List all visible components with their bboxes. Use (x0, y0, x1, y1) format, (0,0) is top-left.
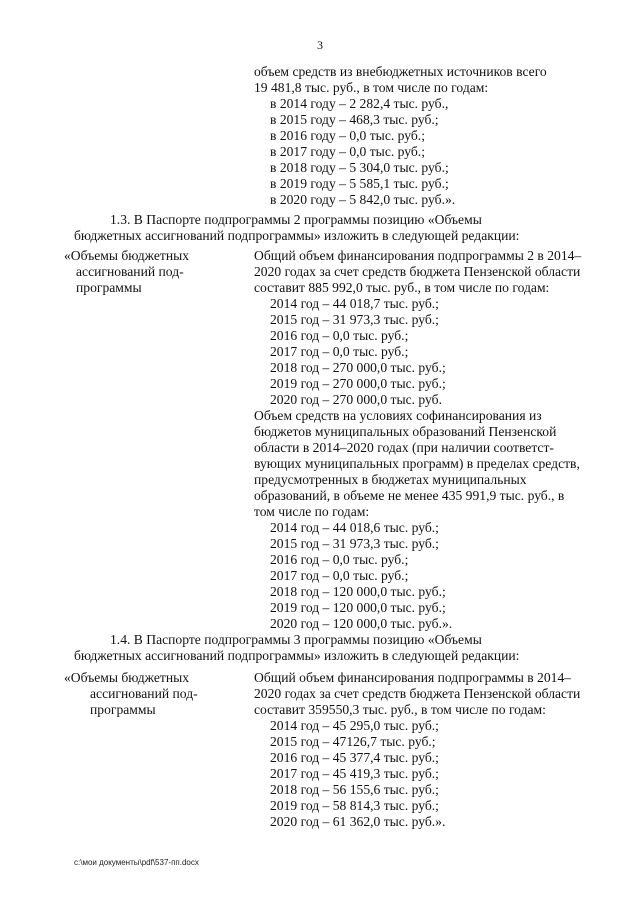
section-1-3-p2-line: вующих муниципальных программ) в пределах средств, (254, 456, 580, 471)
section-1-4-p1-line: Общий объем финансирования подпрограммы в 2014– (254, 670, 572, 685)
section-1-4-p1-year: 2016 год – 45 377,4 тыс. руб.; (270, 750, 439, 765)
top-year-line: в 2014 году – 2 282,4 тыс. руб., (270, 96, 449, 111)
top-year-line: в 2017 году – 0,0 тыс. руб.; (270, 144, 425, 159)
section-1-4-p1-year: 2017 год – 45 419,3 тыс. руб.; (270, 766, 439, 781)
section-1-4-p1-year: 2020 год – 61 362,0 тыс. руб.». (270, 814, 446, 829)
section-1-3-label: программы (76, 280, 142, 295)
section-1-3-p1-line: составит 885 992,0 тыс. руб., в том числе по годам: (254, 280, 550, 295)
section-1-3-p2-line: области в 2014–2020 годах (при наличии соответст- (254, 440, 554, 455)
top-year-line: в 2016 году – 0,0 тыс. руб.; (270, 128, 425, 143)
section-1-4-intro: бюджетных ассигнований подпрограммы» изложить в следующей редакции: (74, 648, 520, 663)
section-1-4-label: ассигнований под- (90, 686, 198, 701)
page-number: 3 (317, 38, 323, 52)
section-1-3-p2-year: 2014 год – 44 018,6 тыс. руб.; (270, 520, 439, 535)
top-text-line: 19 481,8 тыс. руб., в том числе по годам: (254, 80, 489, 95)
section-1-3-p2-line: Объем средств на условиях софинансирования из (254, 408, 542, 423)
section-1-3-p2-year: 2019 год – 120 000,0 тыс. руб.; (270, 600, 446, 615)
section-1-4-label: «Объемы бюджетных (64, 670, 190, 685)
section-1-3-p1-year: 2015 год – 31 973,3 тыс. руб.; (270, 312, 439, 327)
section-1-3-p2-year: 2017 год – 0,0 тыс. руб.; (270, 568, 409, 583)
section-1-4-p1-year: 2019 год – 58 814,3 тыс. руб.; (270, 798, 439, 813)
section-1-4-intro: 1.4. В Паспорте подпрограммы 3 программы позицию «Объемы (110, 632, 482, 647)
section-1-3-label: ассигнований под- (76, 264, 184, 279)
section-1-3-p1-year: 2017 год – 0,0 тыс. руб.; (270, 344, 409, 359)
footer-file-path: c:\мои документы\pdf\537-пп.docx (74, 858, 199, 867)
section-1-3-p1-line: 2020 годах за счет средств бюджета Пензенской области (254, 264, 581, 279)
section-1-4-p1-year: 2018 год – 56 155,6 тыс. руб.; (270, 782, 439, 797)
section-1-4-p1-line: 2020 годах за счет средств бюджета Пензенской области (254, 686, 581, 701)
top-year-line: в 2019 году – 5 585,1 тыс. руб.; (270, 176, 449, 191)
section-1-3-p2-line: образований, в объеме не менее 435 991,9 тыс. руб., в (254, 488, 565, 503)
top-year-line: в 2015 году – 468,3 тыс. руб.; (270, 112, 439, 127)
section-1-3-p2-year: 2015 год – 31 973,3 тыс. руб.; (270, 536, 439, 551)
top-text-line: объем средств из внебюджетных источников всего (254, 64, 547, 79)
section-1-3-label: «Объемы бюджетных (64, 248, 190, 263)
section-1-3-p1-year: 2019 год – 270 000,0 тыс. руб.; (270, 376, 446, 391)
top-year-line: в 2020 году – 5 842,0 тыс. руб.». (270, 192, 456, 207)
section-1-3-p2-line: том числе по годам: (254, 504, 370, 519)
section-1-3-p2-line: бюджетов муниципальных образований Пензенской (254, 424, 557, 439)
section-1-3-p2-year: 2020 год – 120 000,0 тыс. руб.». (270, 616, 453, 631)
section-1-3-p1-line: Общий объем финансирования подпрограммы 2 в 2014– (254, 248, 582, 263)
section-1-4-p1-year: 2015 год – 47126,7 тыс. руб.; (270, 734, 436, 749)
section-1-4-p1-line: составит 359550,3 тыс. руб., в том числе по годам: (254, 702, 546, 717)
section-1-4-p1-year: 2014 год – 45 295,0 тыс. руб.; (270, 718, 439, 733)
section-1-3-intro: 1.3. В Паспорте подпрограммы 2 программы позицию «Объемы (110, 212, 482, 227)
top-year-line: в 2018 году – 5 304,0 тыс. руб.; (270, 160, 449, 175)
section-1-3-p1-year: 2020 год – 270 000,0 тыс. руб. (270, 392, 442, 407)
section-1-3-intro: бюджетных ассигнований подпрограммы» изложить в следующей редакции: (74, 228, 520, 243)
section-1-3-p2-year: 2016 год – 0,0 тыс. руб.; (270, 552, 409, 567)
section-1-3-p1-year: 2016 год – 0,0 тыс. руб.; (270, 328, 409, 343)
section-1-3-p1-year: 2014 год – 44 018,7 тыс. руб.; (270, 296, 439, 311)
section-1-3-p2-line: предусмотренных в бюджетах муниципальных (254, 472, 527, 487)
section-1-3-p1-year: 2018 год – 270 000,0 тыс. руб.; (270, 360, 446, 375)
section-1-4-label: программы (90, 702, 156, 717)
section-1-3-p2-year: 2018 год – 120 000,0 тыс. руб.; (270, 584, 446, 599)
